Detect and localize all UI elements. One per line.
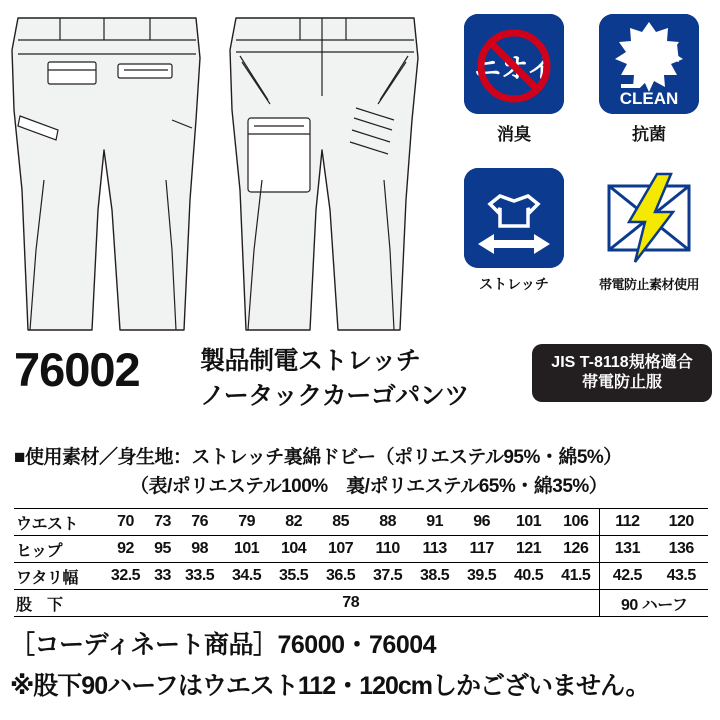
material-line1: ■使用素材／身生地：ストレッチ裏綿ドビー（ポリエステル95%・綿5%） [14,447,622,468]
stretch-caption: ストレッチ [479,276,549,292]
cell: 33 [149,563,176,590]
cell: 110 [364,536,411,563]
cell: 33.5 [176,563,223,590]
cell: 88 [364,509,411,536]
table-row [14,536,708,563]
cell: 106 [552,509,600,536]
svg-text:ニオイ: ニオイ [474,54,554,84]
cell: 39.5 [458,563,505,590]
product-name-line2: ノータックカーゴパンツ [200,381,469,410]
row-label-waist: ウエスト [14,509,102,536]
jis-standard-badge [532,344,712,402]
antistatic-caption: 帯電防止素材使用 [598,277,699,292]
product-name-line1: 製品制電ストレッチ [200,347,421,375]
jis-line2: 帯電防止服 [581,374,662,391]
antistatic-icon [599,168,699,268]
cell: 121 [505,536,552,563]
cell: 101 [223,536,270,563]
material-line2: （表/ポリエステル100% 裏/ポリエステル65%・綿35%） [130,476,608,497]
cell: 79 [223,509,270,536]
cell: 131 [600,536,654,563]
table-row [14,590,708,617]
inseam-main-value: 78 [102,590,600,617]
jis-line1: JIS T-8118規格適合 [551,354,693,372]
cell: 70 [102,509,149,536]
cell: 95 [149,536,176,563]
title-row [0,340,720,418]
cell: 73 [149,509,176,536]
coordinate-products: ［コーディネート商品］76000・76004 [10,631,437,659]
cell: 43.5 [654,563,708,590]
table-row [14,509,708,536]
cell: 136 [654,536,708,563]
feature-icon-grid [445,8,717,338]
cell: 96 [458,509,505,536]
cell: 82 [270,509,317,536]
cell: 98 [176,536,223,563]
antibacterial-caption: 抗菌 [632,125,666,144]
cell: 34.5 [223,563,270,590]
cell: 117 [458,536,505,563]
model-number: 76002 [14,343,140,396]
antibacterial-icon [599,14,699,114]
row-label-inseam: 股 下 [14,590,102,617]
deodorant-caption: 消臭 [497,125,531,144]
cell: 101 [505,509,552,536]
cell: 104 [270,536,317,563]
size-table [14,508,708,617]
cell: 120 [654,509,708,536]
feature-stretch [450,168,578,294]
deodorant-icon [464,14,564,114]
cell: 36.5 [317,563,364,590]
pants-illustration [0,0,440,340]
cell: 85 [317,509,364,536]
cell: 126 [552,536,600,563]
feature-antibacterial [585,14,713,145]
cell: 38.5 [411,563,458,590]
table-row [14,563,708,590]
cell: 42.5 [600,563,654,590]
cell: 91 [411,509,458,536]
cell: 112 [600,509,654,536]
feature-antistatic [585,168,713,293]
cell: 35.5 [270,563,317,590]
row-label-thigh: ワタリ幅 [14,563,102,590]
cell: 37.5 [364,563,411,590]
cell: 113 [411,536,458,563]
feature-deodorant [450,14,578,145]
cell: 76 [176,509,223,536]
cell: 32.5 [102,563,149,590]
inseam-extra-value: 90 ハーフ [600,590,708,617]
footer-note: ※股下90ハーフはウエスト112・120cmしかございません。 [10,672,650,700]
cell: 107 [317,536,364,563]
cell: 92 [102,536,149,563]
cell: 40.5 [505,563,552,590]
row-label-hip: ヒップ [14,536,102,563]
stretch-icon [464,168,564,268]
cell: 41.5 [552,563,600,590]
svg-text:CLEAN: CLEAN [619,89,679,108]
